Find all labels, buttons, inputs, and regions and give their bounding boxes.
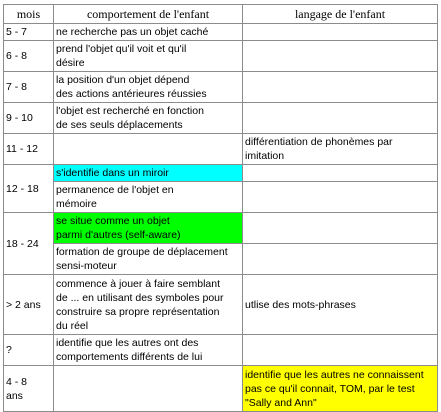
cell-comportement [54, 134, 243, 165]
cell-comportement [54, 182, 243, 213]
table-row [4, 103, 438, 134]
text-line: différentiation de phonèmes par [245, 136, 393, 148]
cell-mois: 6 - 8 [4, 41, 54, 72]
header-mois: mois [4, 5, 54, 24]
cell-mois: 7 - 8 [4, 72, 54, 103]
table-row [4, 24, 438, 41]
header-langage: langage de l'enfant [243, 5, 438, 24]
cell-langage [243, 165, 438, 182]
cell-langage: utlise des mots-phrases [243, 275, 438, 335]
table-row [4, 72, 438, 103]
text-line: de ... en utilisant des symboles pour [56, 291, 224, 304]
cell-langage [243, 24, 438, 41]
table-row [4, 275, 438, 335]
header-comportement: comportement de l'enfant [54, 5, 243, 24]
cell-comportement [54, 103, 243, 134]
cell-langage-highlight [243, 366, 438, 412]
text-line: mémoire [56, 198, 97, 210]
text-line: ans [6, 389, 23, 402]
text-line: identifie que les autres ne connaissent [245, 368, 424, 381]
cell-langage [243, 335, 438, 366]
cell-mois: > 2 ans [4, 275, 54, 335]
text-line: prend l'objet qu'il voit et qu'il [56, 43, 187, 55]
text-line: construire sa propre représentation [56, 305, 220, 318]
text-line: l'objet est recherché en fonction [56, 105, 204, 117]
cell-mois: 18 - 24 [4, 213, 54, 275]
text-line: 4 - 8 [6, 375, 28, 388]
cell-comportement [54, 275, 243, 335]
text-line: imitation [245, 150, 285, 162]
cell-langage [243, 182, 438, 213]
cell-comportement [54, 72, 243, 103]
table-row [4, 165, 438, 182]
cell-langage [243, 244, 438, 275]
cell-mois: 11 - 12 [4, 134, 54, 165]
table-row [4, 134, 438, 165]
text-line: commence à jouer à faire semblant [56, 277, 220, 290]
cell-comportement [54, 244, 243, 275]
table-row [4, 244, 438, 275]
cell-mois: 5 - 7 [4, 24, 54, 41]
text-line: permanence de l'objet en [56, 184, 174, 196]
table-row [4, 213, 438, 244]
cell-langage [243, 41, 438, 72]
text-line: pas ce qu'il connait, TOM, par le test [245, 382, 415, 395]
cell-mois: 12 - 18 [4, 165, 54, 213]
cell-mois: ? [4, 335, 54, 366]
text-line: comportements différents de lui [56, 351, 203, 363]
text-line: formation de groupe de déplacement [56, 246, 228, 258]
cell-comportement: ne recherche pas un objet caché [54, 24, 243, 41]
table-row [4, 41, 438, 72]
cell-comportement-highlight: s'identifie dans un miroir [54, 165, 243, 182]
text-line: se situe comme un objet [56, 215, 170, 227]
cell-comportement [54, 41, 243, 72]
text-line: "Sally and Ann" [245, 396, 317, 409]
text-line: la position d'un objet dépend [56, 74, 190, 86]
text-line: sensi-moteur [56, 260, 117, 272]
table-row [4, 182, 438, 213]
development-table [3, 4, 438, 412]
cell-langage [243, 103, 438, 134]
text-line: identifie que les autres ont des [56, 337, 199, 349]
table-row [4, 335, 438, 366]
text-line: du réel [56, 319, 89, 332]
text-line: désire [56, 57, 85, 69]
cell-mois: 9 - 10 [4, 103, 54, 134]
cell-comportement [54, 335, 243, 366]
header-row [4, 5, 438, 24]
text-line: des actions antérieures réussies [56, 88, 207, 100]
cell-langage [243, 134, 438, 165]
text-line: parmi d'autres (self-aware) [56, 229, 181, 241]
cell-mois [4, 366, 54, 412]
table-row [4, 366, 438, 412]
cell-comportement [54, 366, 243, 412]
text-line: de ses seuls déplacements [56, 119, 183, 131]
cell-comportement-highlight [54, 213, 243, 244]
cell-langage [243, 213, 438, 244]
cell-langage [243, 72, 438, 103]
